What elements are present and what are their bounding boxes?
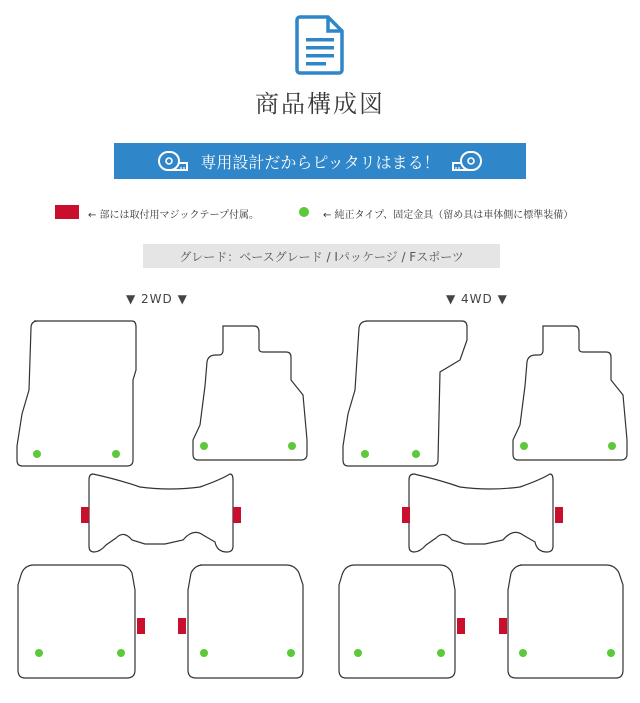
fastener-markers [354,442,616,657]
center-mat [409,474,553,552]
center-mat [89,474,233,552]
banner-text: 専用設計だからピッタリはまる！ [200,152,440,172]
legend [0,203,640,221]
section-label-2wd: ▼ 2WD ▼ [126,292,188,306]
driver-mat [343,321,467,466]
fastener-swatch [299,207,309,217]
fastener-legend-text: ← 純正タイプ、固定金具（留め具は車体側に標準装備） [323,210,574,221]
rear-left-mat [18,565,135,678]
fit-banner [114,143,526,179]
page-title: 商品構成図 [255,90,385,118]
grade-label: グレード：ベースグレード / Iパッケージ / Fスポーツ [143,244,500,268]
rear-right-mat [508,565,623,678]
passenger-mat [193,326,307,460]
fastener-markers [33,442,296,657]
mat-set-4wd [339,321,627,678]
rear-left-mat [339,565,455,678]
clip-markers [402,507,563,634]
clip-legend-text: ← 部には取付用マジックテープ付属。 [88,210,260,221]
section-label-4wd: ▼ 4WD ▼ [446,292,508,306]
document-icon [292,14,348,76]
rear-right-mat [188,565,303,678]
clip-markers [81,507,241,634]
clip-swatch [55,205,79,219]
passenger-mat [513,326,627,460]
tape-measure-icon [452,150,482,172]
floor-mat-diagram [0,300,640,700]
driver-mat [17,321,136,466]
tape-measure-icon [158,150,188,172]
mat-set-2wd [17,321,307,678]
